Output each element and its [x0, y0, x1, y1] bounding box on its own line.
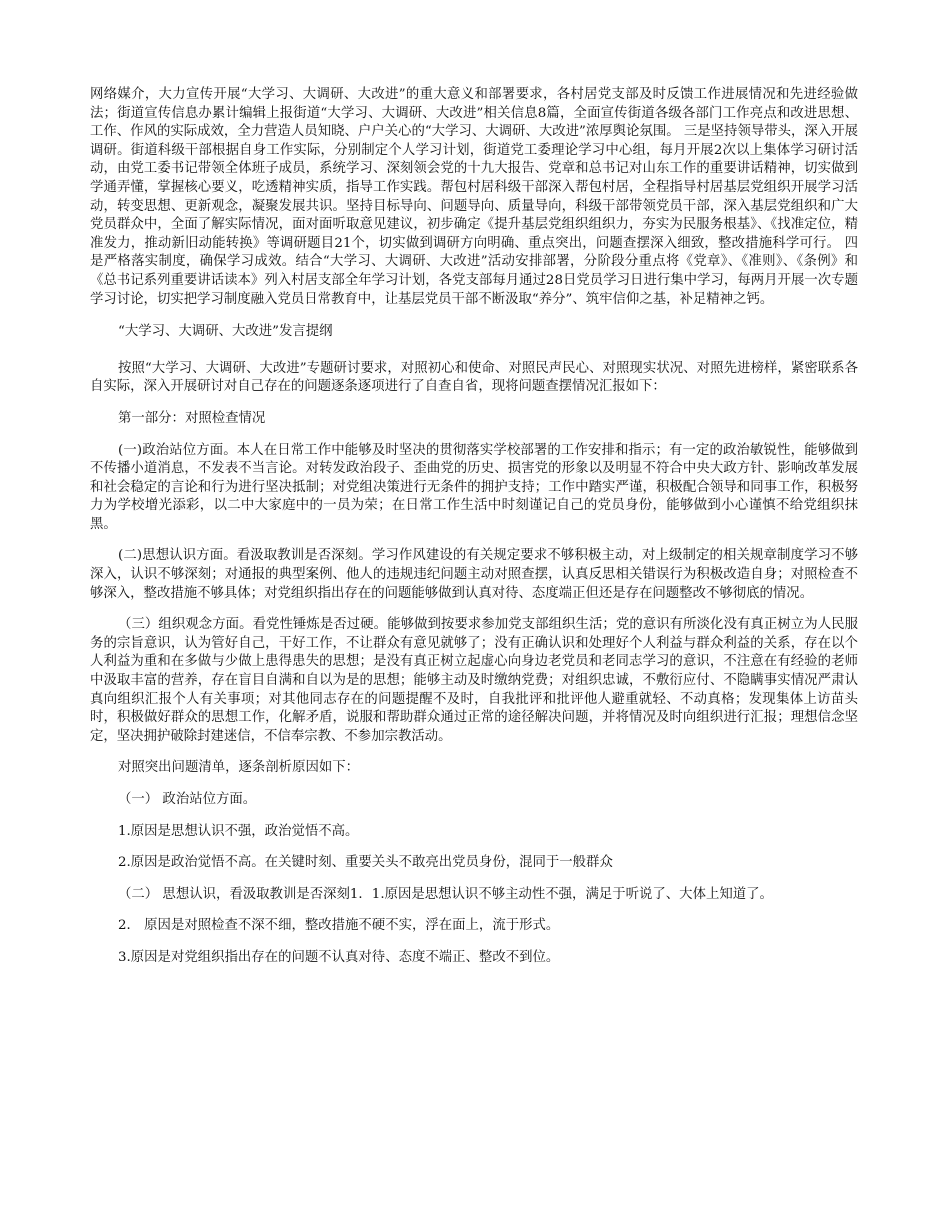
paragraph-organizational-concept: （三）组织观念方面。看党性锤炼是否过硬。能够做到按要求参加党支部组织生活；党的意识有所淡化没有真正树立为人民服务的宗旨意识，认为管好自己，干好工作，不让群众有意见就够了；没有正确认识和处理好个人利益与群众利益的关系，存在以个人利益为重和在多做与少做上患得患失的思想；是没有真正树立起虚心向身边老党员和老同志学习的意识，不注意在有经验的老师中汲取丰富的营养，存在盲目自满和自以为是的思想；能够主动及时缴纳党费；对组织忠诚，不敷衍应付、不隐瞒事实情况严肃认真向组织汇报个人有关事项；对其他同志存在的问题提醒不及时，自我批评和批评他人避重就轻、不动真格；发现集体上访苗头时，积极做好群众的思想工作，化解矛盾，说服和帮助群众通过正常的途径解决问题，并将情况及时向组织进行汇报；理想信念坚定，坚决拥护破除封建迷信，不信奉宗教、不参加宗教活动。 — [90, 617, 858, 744]
subheading-ideological-awareness: （二） 思想认识，看汲取教训是否深刻1．1.原因是思想认识不够主动性不强，满足于听说了、大体上知道了。 — [118, 886, 773, 902]
list-item-cause-2: 2.原因是政治觉悟不高。在关键时刻、重要关头不敢亮出党员身份，混同于一般群众 — [118, 855, 613, 871]
paragraph-cause-analysis-intro: 对照突出问题清单，逐条剖析原因如下： — [118, 760, 360, 776]
outline-title: “大学习、大调研、大改进”发言提纲 — [118, 324, 333, 340]
list-item-cause-3: 3.原因是对党组织指出存在的问题不认真对待、态度不端正、整改不到位。 — [118, 949, 560, 965]
subheading-political-stance: （一） 政治站位方面。 — [118, 792, 257, 807]
list-item-cause-2b: 2． 原因是对照检查不深不细，整改措施不硬不实，浮在面上，流于形式。 — [118, 918, 560, 934]
document-body — [90, 86, 858, 981]
paragraph-ideological-awareness: (二)思想认识方面。看汲取教训是否深刻。学习作风建设的有关规定要求不够积极主动，对上级制定的相关规章制度学习不够深入，认识不够深刻；对通报的典型案例、他人的违规违纪问题主动对照查摆，认真反思相关错误行为积极改造自身；对照检查不够深入，整改措施不够具体；对党组织指出存在的问题能够做到认真对待、态度端正但还是存在问题整改不够彻底的情况。 — [90, 548, 858, 601]
list-item-cause-1: 1.原因是思想认识不强，政治觉悟不高。 — [118, 823, 359, 839]
paragraph-political-stance: (一)政治站位方面。本人在日常工作中能够及时坚决的贯彻落实学校部署的工作安排和指示；有一定的政治敏锐性，能够做到不传播小道消息，不发表不当言论。对转发政治段子、歪曲党的历史、损害党的形象以及明显不符合中央大政方针、影响改革发展和社会稳定的言论和行为进行坚决抵制；对党组决策进行无条件的拥护支持；工作中踏实严谨，积极配合领导和同事工作，积极努力为学校增光添彩，以二中大家庭中的一员为荣；在日常工作生活中时刻谨记自己的党员身份，能够做到小心谨慎不给党组织抹黑。 — [90, 442, 858, 532]
paragraph-intro-continuation: 网络媒介，大力宣传开展“大学习、大调研、大改进”的重大意义和部署要求，各村居党支部及时反馈工作进展情况和先进经验做法；街道宣传信息办累计编辑上报街道“大学习、大调研、大改进”相关信息8篇，全面宣传街道各级各部门工作亮点和改进思想、工作、作风的实际成效，全力营造人员知晓、户户关心的“大学习、大调研、大改进”浓厚舆论氛围。 三是坚持领导带头，深入开展调研。街道科级干部根据自身工作实际，分别制定个人学习计划，街道党工委理论学习中心组，每月开展2次以上集体学习研讨活动，由党工委书记带领全体班子成员，系统学习、深刻领会党的十九大报告、党章和总书记对山东工作的重要讲话精神，切实做到学通弄懂，掌握核心要义，吃透精神实质，指导工作实践。帮包村居科级干部深入帮包村居，全程指导村居基层党组织开展学习活动，转变思想、更新观念，凝聚发展共识。坚持目标导向、问题导向、质量导向，科级干部带领党员干部，深入基层党组织和广大党员群众中，全面了解实际情况，面对面听取意见建议，初步确定《提升基层党组织组织力，夯实为民服务根基》、《找准定位，精准发力，推动新旧动能转换》等调研题目21个，切实做到调研方向明确、重点突出，问题查摆深入细致，整改措施科学可行。 四是严格落实制度，确保学习成效。结合“大学习、大调研、大改进”活动安排部署，分阶段分重点将《党章》、《准则》、《条例》和《总书记系列重要讲话读本》列入村居支部全年学习计划，各党支部每月通过28日党员学习日进行集中学习，每两月开展一次专题学习讨论，切实把学习制度融入党员日常教育中，让基层党员干部不断汲取“养分”、筑牢信仰之基，补足精神之钙。 — [90, 87, 858, 307]
paragraph-preface: 按照“大学习、大调研、大改进”专题研讨要求，对照初心和使命、对照民声民心、对照现实状况、对照先进榜样，紧密联系各自实际，深入开展研讨对自己存在的问题逐条逐项进行了自查自省，现将问题查摆情况汇报如下： — [90, 360, 858, 395]
section-heading-part-one: 第一部分：对照检查情况 — [118, 410, 266, 426]
